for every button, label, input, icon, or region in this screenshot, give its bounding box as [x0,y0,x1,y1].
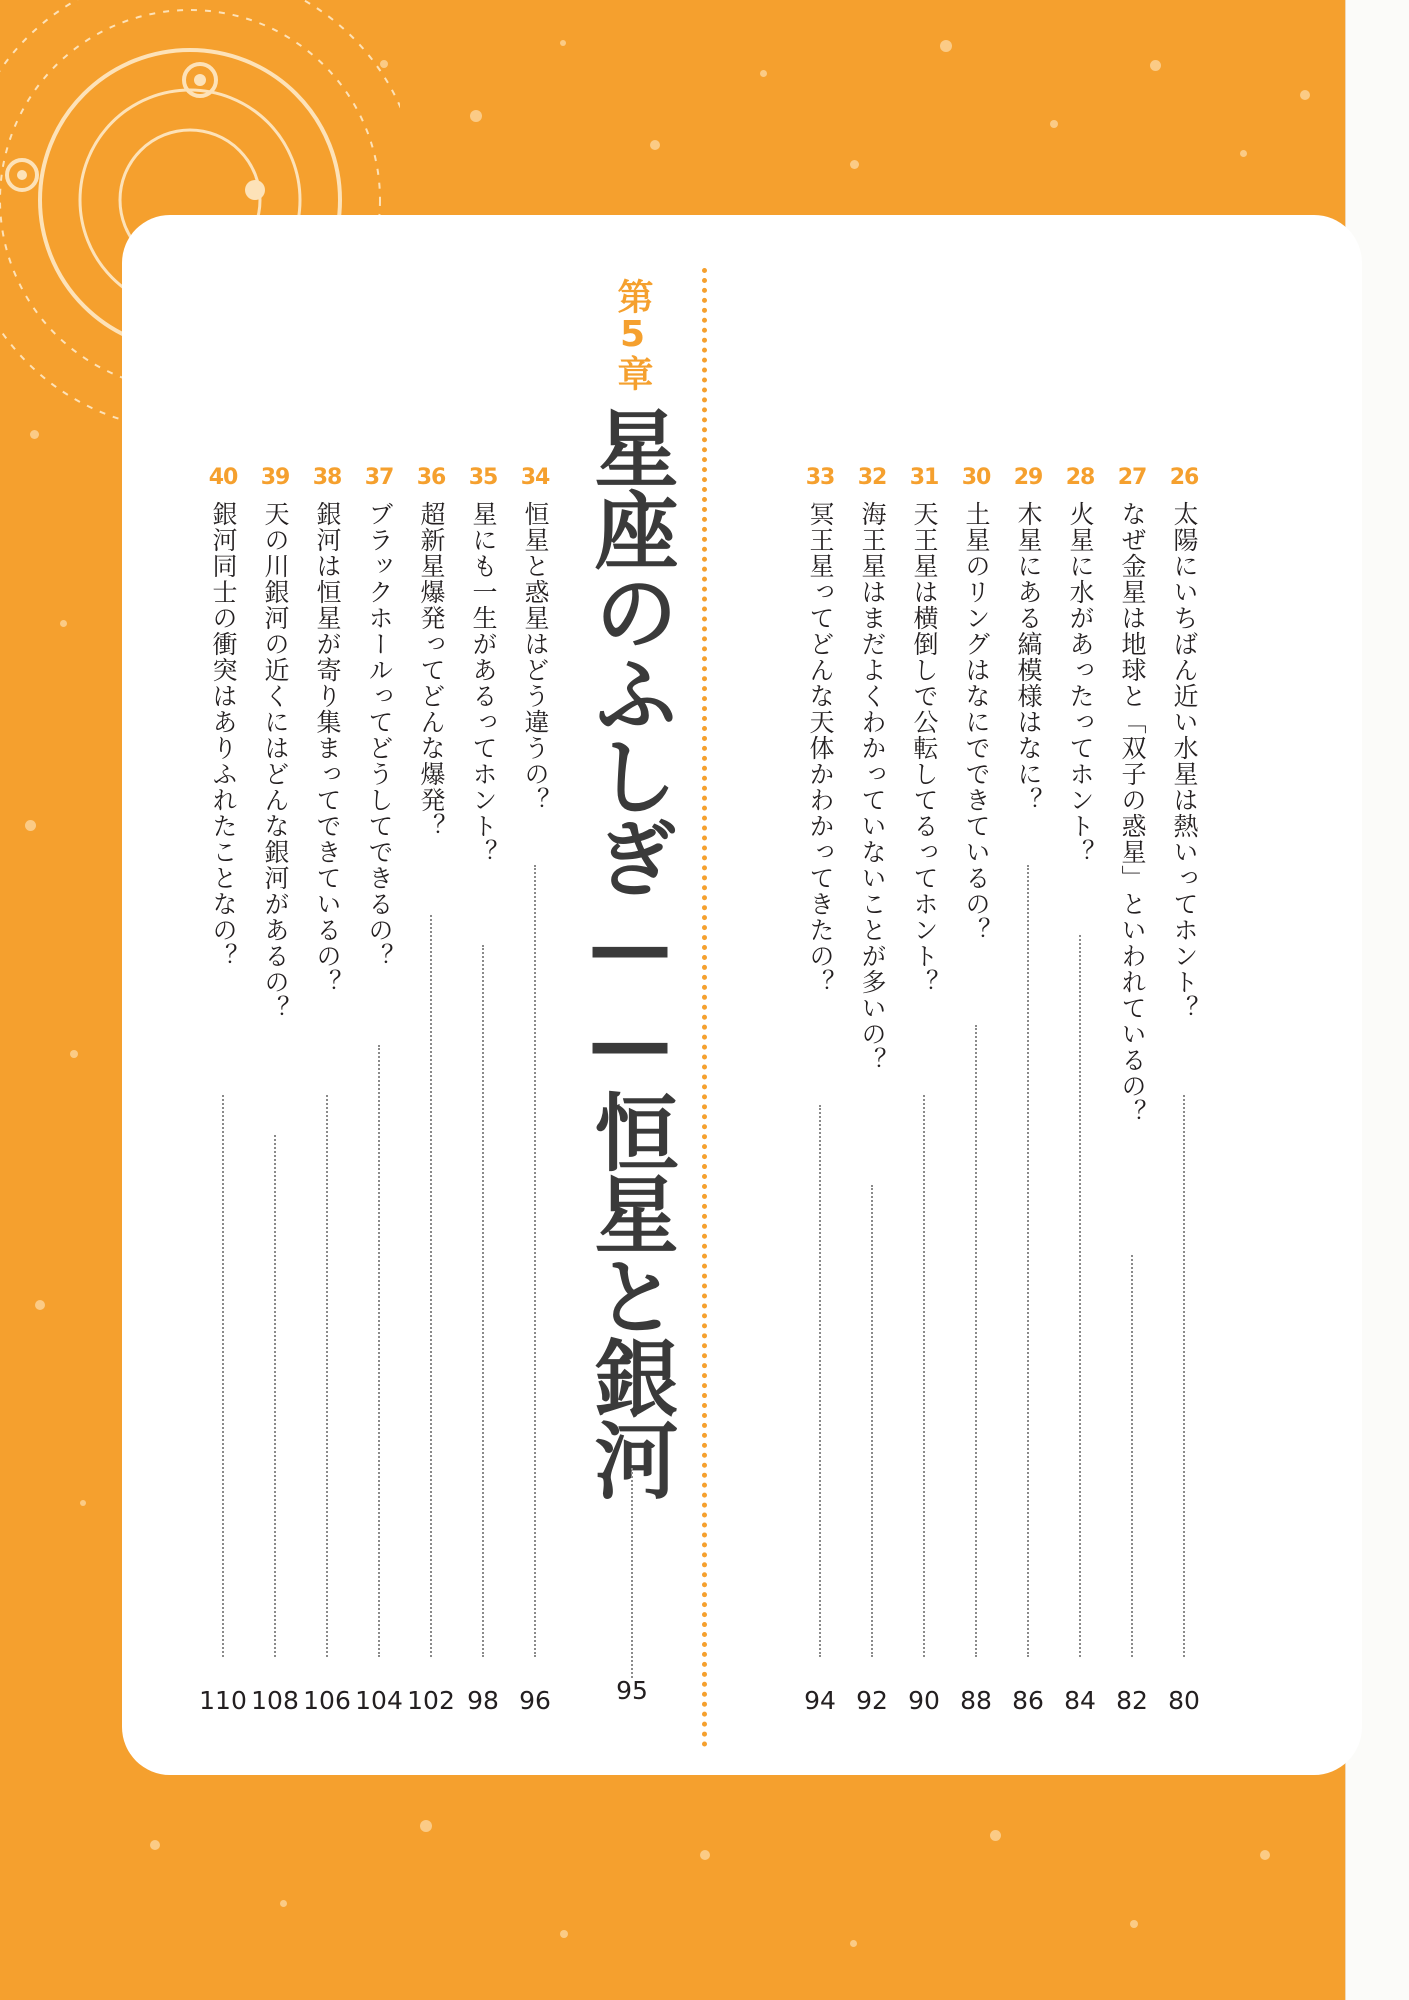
dotted-leader [326,1095,328,1657]
dotted-leader [1027,865,1029,1657]
entry-number: 35 [468,465,498,490]
entry-title: 太陽にいちばん近い水星は熱いってホント？ [1170,501,1199,1021]
sparkle-dot [1260,1850,1270,1860]
sparkle-dot [760,70,767,77]
chapter-label: 第5章 [612,278,653,391]
entry-title: 土星のリングはなにでできているの？ [962,501,991,943]
sparkle-dot [60,620,67,627]
sparkle-dot [1300,90,1310,100]
sparkle-dot [280,1900,287,1907]
entry-title: なぜ金星は地球と「双子の惑星」といわれているの？ [1118,501,1147,1125]
entry-title: 冥王星ってどんな天体かわかってきたの？ [806,501,835,995]
entry-title: 超新星爆発ってどんな爆発？ [417,501,446,839]
entry-title: 銀河は恒星が寄り集まってできているの？ [313,501,342,995]
entry-page: 96 [519,1686,551,1715]
dotted-leader [1131,1255,1133,1657]
sparkle-dot [470,110,482,122]
sparkle-dot [35,1300,45,1310]
dotted-leader [430,915,432,1657]
sparkle-dot [80,1500,86,1506]
entry-number: 32 [857,465,887,490]
dotted-leader [534,865,536,1657]
entry-page: 82 [1116,1686,1148,1715]
entry-title: 星にも一生があるってホント？ [469,501,498,865]
entry-page: 108 [251,1686,299,1715]
toc-entry-38[interactable] [303,465,351,1715]
sparkle-dot [1150,60,1161,71]
entry-title: 天の川銀河の近くにはどんな銀河があるの？ [261,501,290,1021]
dotted-leader [819,1105,821,1657]
entry-title: 木星にある縞模様はなに？ [1014,501,1043,813]
chapter-page: 95 [616,1676,648,1705]
entry-page: 92 [856,1686,888,1715]
entry-title: ブラックホールってどうしてできるの？ [365,501,394,969]
entry-title: 銀河同士の衝突はありふれたことなの？ [209,501,238,969]
entry-page: 110 [199,1686,247,1715]
dotted-leader [274,1135,276,1657]
chapter-title[interactable]: 星座のふしぎ——恒星と銀河 [581,405,679,1499]
entry-page: 106 [303,1686,351,1715]
sparkle-dot [850,1940,857,1947]
entry-number: 27 [1117,465,1147,490]
sparkle-dot [560,1930,568,1938]
entry-number: 33 [805,465,835,490]
toc-entry-30[interactable] [956,465,996,1715]
dotted-leader [975,1025,977,1657]
entry-title: 天王星は横倒しで公転してるってホント？ [910,501,939,995]
sparkle-dot [940,40,952,52]
toc-entry-32[interactable] [852,465,892,1715]
sparkle-dot [30,430,39,439]
sparkle-dot [1130,1920,1138,1928]
sparkle-dot [650,140,660,150]
sparkle-dot [25,820,36,831]
entry-page: 90 [908,1686,940,1715]
sparkle-dot [1050,120,1058,128]
toc-entry-37[interactable] [355,465,403,1715]
sparkle-dot [700,1850,710,1860]
toc-entry-40[interactable] [199,465,247,1715]
toc-entry-33[interactable] [800,465,840,1715]
entry-number: 31 [909,465,939,490]
section-divider [702,268,707,1748]
entry-number: 40 [208,465,238,490]
sparkle-dot [70,1050,78,1058]
dotted-leader [482,945,484,1657]
entry-number: 26 [1169,465,1199,490]
sparkle-dot [990,1830,1001,1841]
entry-title: 海王星はまだよくわかっていないことが多いの？ [858,501,887,1073]
entry-number: 38 [312,465,342,490]
entry-title: 火星に水があったってホント？ [1066,501,1095,865]
entry-number: 39 [260,465,290,490]
sparkle-dot [850,160,859,169]
entry-page: 86 [1012,1686,1044,1715]
sparkle-dot [420,1820,432,1832]
toc-entry-35[interactable] [463,465,503,1715]
dotted-leader [1183,1095,1185,1657]
entry-page: 84 [1064,1686,1096,1715]
dotted-leader [378,1045,380,1657]
entry-page: 88 [960,1686,992,1715]
sparkle-dot [1240,150,1247,157]
entry-number: 29 [1013,465,1043,490]
dotted-leader [923,1095,925,1657]
toc-entry-36[interactable] [407,465,455,1715]
entry-page: 104 [355,1686,403,1715]
toc-entry-39[interactable] [251,465,299,1715]
toc-entry-29[interactable] [1008,465,1048,1715]
toc-entry-26[interactable] [1164,465,1204,1715]
entry-number: 36 [416,465,446,490]
entry-page: 94 [804,1686,836,1715]
entry-page: 98 [467,1686,499,1715]
entry-number: 37 [364,465,394,490]
sparkle-dot [150,1840,160,1850]
entry-page: 102 [407,1686,455,1715]
toc-entry-27[interactable] [1112,465,1152,1715]
toc-entry-28[interactable] [1060,465,1100,1715]
entry-number: 28 [1065,465,1095,490]
entry-number: 34 [520,465,550,490]
entry-title: 恒星と惑星はどう違うの？ [521,501,550,813]
toc-entry-34[interactable] [515,465,555,1715]
entry-page: 80 [1168,1686,1200,1715]
sparkle-dot [560,40,566,46]
dotted-leader [631,1468,633,1678]
dotted-leader [871,1185,873,1657]
dotted-leader [1079,935,1081,1657]
dotted-leader [222,1095,224,1657]
toc-entry-31[interactable] [904,465,944,1715]
entry-number: 30 [961,465,991,490]
